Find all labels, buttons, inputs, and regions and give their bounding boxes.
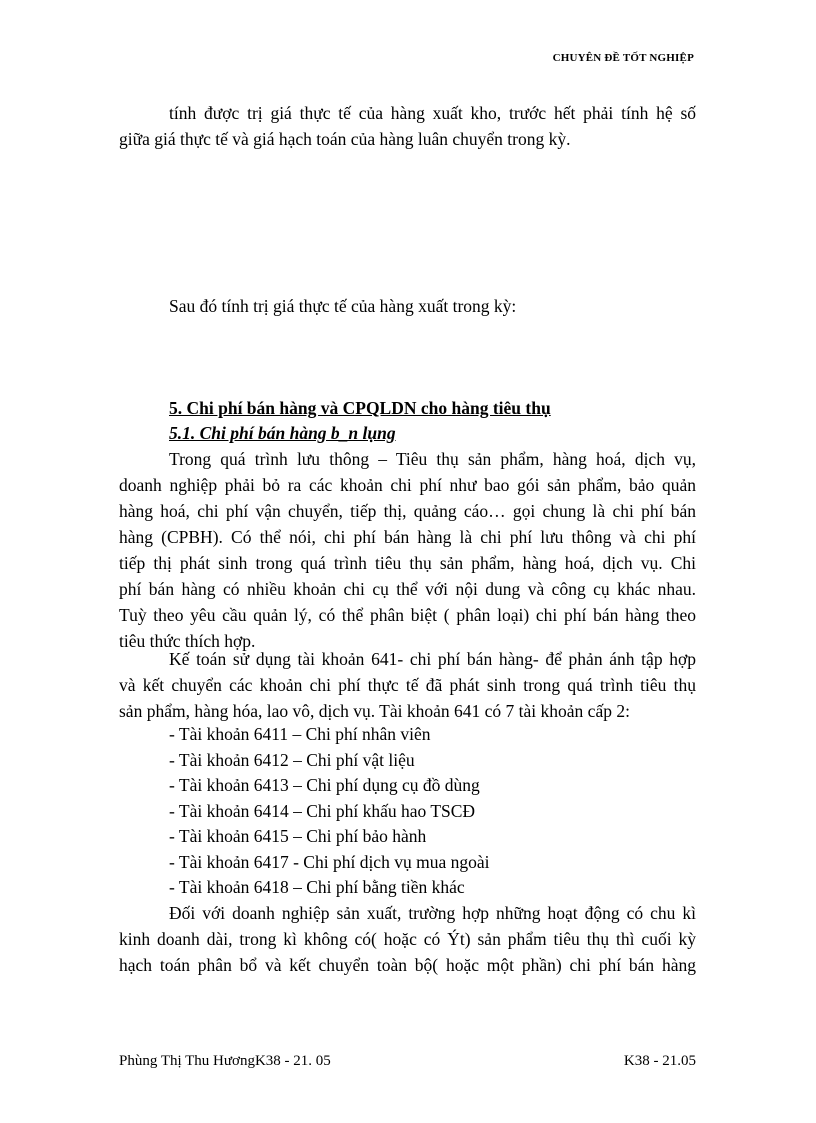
paragraph-selling-costs [119, 446, 696, 654]
text-line: tính được trị giá thực tế của hàng xuất kho, trước hết phải tính hệ số [169, 103, 696, 123]
text-line: và kết chuyển các khoản chi phí thực tế đã phát sinh trong quá trình tiêu thụ [119, 675, 696, 695]
text-line: hàng (CPBH). Có thể nói, chi phí bán hàng là chi phí lưu thông và chi phí [119, 527, 696, 547]
text-line: tiêu thức thích hợp. [119, 631, 256, 651]
text-line: hạch toán phân bổ và kết chuyển toàn bộ( hoặc một phần) chi phí bán hàng [119, 955, 696, 975]
text-line: kinh doanh dài, trong kì không có( hoặc có Ýt) sản phẩm tiêu thụ thì cuối kỳ [119, 929, 696, 949]
text-line: hàng hoá, chi phí vận chuyển, tiếp thị, quảng cáo… gọi chung là chi phí bán [119, 501, 696, 521]
list-item: - Tài khoản 6413 – Chi phí dụng cụ đồ dùng [169, 775, 480, 795]
text-line: Trong quá trình lưu thông – Tiêu thụ sản phẩm, hàng hoá, dịch vụ, [169, 449, 696, 469]
running-header: CHUYÊN ĐỀ TỐT NGHIỆP [552, 52, 694, 64]
text-line: Sau đó tính trị giá thực tế của hàng xuất trong kỳ: [169, 296, 517, 316]
paragraph-manufacturing [119, 900, 696, 978]
footer-class: K38 - 21.05 [623, 1053, 696, 1069]
list-item: - Tài khoản 6417 - Chi phí dịch vụ mua ngoài [169, 851, 490, 872]
list-item: - Tài khoản 6415 – Chi phí bảo hành [169, 826, 427, 846]
footer-author: Phùng Thị Thu HươngK38 - 21. 05 [119, 1053, 331, 1069]
account-list [169, 722, 489, 901]
text-line: sản phẩm, hàng hóa, lao vô, dịch vụ. Tài khoản 641 có 7 tài khoản cấp 2: [119, 701, 630, 721]
text-line: giữa giá thực tế và giá hạch toán của hàng luân chuyển trong kỳ. [119, 129, 571, 149]
paragraph-account-641 [119, 646, 696, 724]
list-item: - Tài khoản 6412 – Chi phí vật liệu [169, 749, 415, 770]
text-line: Đối với doanh nghiệp sản xuất, trường hợp những hoạt động có chu kì [169, 903, 696, 923]
intro-paragraph [119, 100, 696, 152]
list-item: - Tài khoản 6414 – Chi phí khấu hao TSCĐ [169, 800, 476, 821]
list-item: - Tài khoản 6411 – Chi phí nhân viên [169, 724, 431, 744]
text-line: doanh nghiệp phải bỏ ra các khoản chi phí như bao gói sản phẩm, bảo quản [119, 475, 696, 495]
section-subheading: 5.1. Chi phí bán hàng b_n lụng [169, 423, 396, 443]
text-line: Tuỳ theo yêu cầu quản lý, có thể phân biệt ( phân loại) chi phí bán hàng theo [119, 605, 696, 625]
text-line: phí bán hàng có nhiều khoản chi cụ thể với nội dung và công cụ khác nhau. [119, 579, 696, 599]
text-line: tiếp thị phát sinh trong quá trình tiêu thụ sản phẩm, hàng hoá, dịch vụ. Chi [119, 553, 696, 573]
section-heading: 5. Chi phí bán hàng và CPQLDN cho hàng tiêu thụ [169, 398, 551, 418]
text-line: Kế toán sử dụng tài khoản 641- chi phí bán hàng- để phản ánh tập hợp [169, 649, 696, 669]
list-item: - Tài khoản 6418 – Chi phí bằng tiền khác [169, 877, 465, 897]
